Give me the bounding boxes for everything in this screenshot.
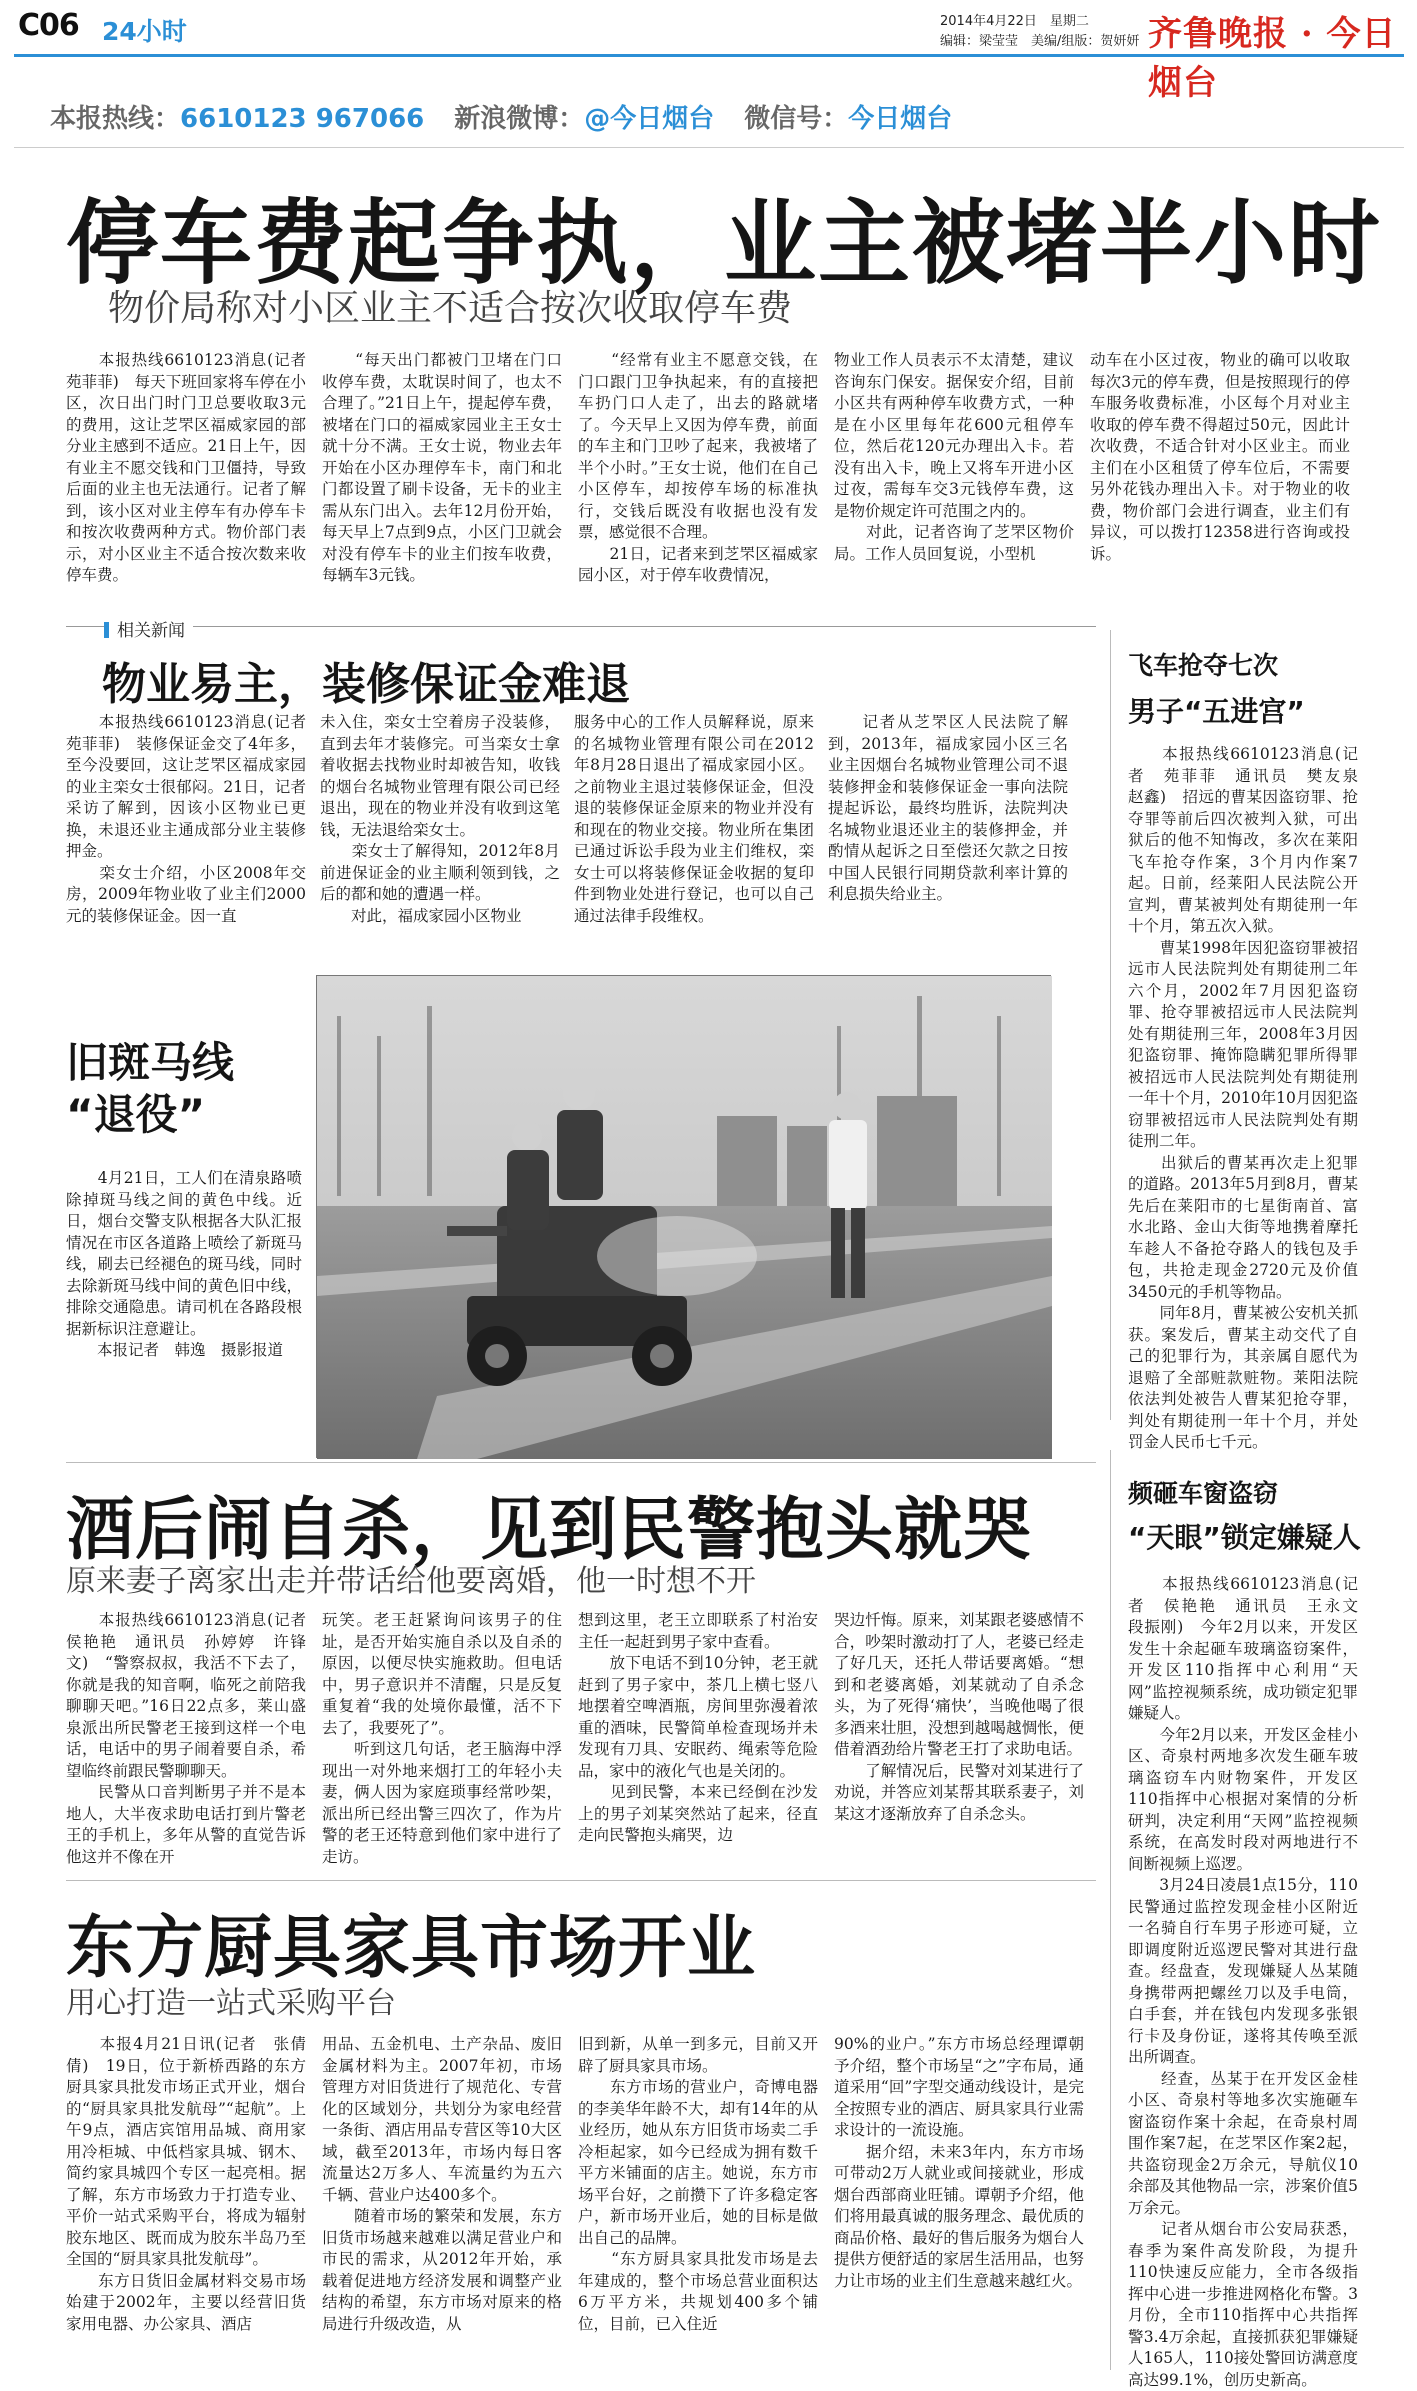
- second-column-2: 玩笑。老王赶紧询问该男子的住址，是否开始实施自杀以及自杀的原因，以便尽快实施救助。但电话中，男子意识并不清醒，只是反复重复着“我的处境你最懂，活不下去了，我要死了”。 听到这几句话，老王脑海中浮现出一对外地来烟打工的年轻小夫妻，俩人因为家庭琐事经常吵架，派出所已经出警三四次了，作为片警的老王还特意到他们家中进行了走访。: [322, 1611, 562, 1866]
- third-story-rule: [66, 1880, 1096, 1881]
- wechat-value: 今日烟台: [848, 104, 953, 134]
- sidebar2-headline: “天眼”锁定嫌疑人: [1128, 1521, 1361, 1554]
- sidebar2-divider: [1110, 1450, 1111, 2370]
- sidebar2-kicker: 频砸车窗盗窃: [1128, 1479, 1279, 1508]
- lead-column-1: 本报热线6610123消息(记者 苑菲菲) 每天下班回家将车停在小区，次日出门时门卫总要收取3元的费用，这让芝罘区福威家园的部分业主感到不适应。21日上午，因有业主不愿交钱和门卫僵持，导致后面的业主也无法通行。记者了解到，该小区对业主停车有办停车卡和按次收费两种方式。物价部门表示，对小区业主不适合按次数来收停车费。: [66, 351, 322, 584]
- second-column-1: 本报热线6610123消息(记者 侯艳艳 通讯员 孙婷婷 许锋文) “警察叔叔，我活不下去了，你就是我的知音啊，临死之前陪我聊聊天吧。”16日22点多，莱山盛泉派出所民警老王接到这样一个电话，电话中的男子闹着要自杀，希望临终前跟民警聊聊天。 民警从口音判断男子并不是本地人，大半夜求助电话打到片警老王的手机上，多年从警的直觉告诉他这并不像在开: [66, 1611, 306, 1866]
- third-column-3: 旧到新，从单一到多元，目前又开辟了厨具家具市场。 东方市场的营业户，奇博电器的李美华年龄不大，却有14年的从业经历，她从东方旧货市场卖二手冷柜起家，如今已经成为拥有数千平方米铺面的店主。她说，东方市场平台好，之前攒下了许多稳定客户，新市场开业后，她的目标是做出自己的品牌。 “东方厨具家具批发市场是去年建成的，整个市场总营业面积达6万平方米，共规划400多个铺位，目前，已入住近: [578, 2035, 818, 2333]
- related-column-4: 记者从芝罘区人民法院了解到，2013年，福成家园小区三名业主因烟台名城物业管理公司不退装修押金和装修保证金一事向法院提起诉讼，最终均胜诉，法院判决名城物业退还业主的装修押金，并酌情从起诉之日至偿还欠款之日按中国人民银行同期贷款利率计算的利息损失给业主。: [828, 713, 1068, 903]
- photo-headline-line2: “退役”: [66, 1090, 206, 1139]
- sidebar-divider: [1110, 630, 1111, 1420]
- related-headline: 物业易主，装修保证金难退: [102, 659, 630, 710]
- photo-headline-line1: 旧斑马线: [66, 1038, 235, 1087]
- photo-caption: 4月21日，工人们在清泉路喷除掉斑马线之间的黄色中线。近日，烟台交警支队根据各大队汇报情况在市区各道路上喷绘了新斑马线，刷去已经褪色的斑马线，同时去除新斑马线中间的黄色旧中线，排除交通隐患。请司机在各路段根据新标识注意避让。 本报记者 韩逸 摄影报道: [66, 1169, 302, 1359]
- lead-subheadline: 物价局称对小区业主不适合按次收取停车费: [108, 288, 793, 329]
- weibo-value: @今日烟台: [584, 104, 715, 134]
- wechat-label: 微信号：: [744, 104, 849, 134]
- header-rule: [14, 54, 1404, 57]
- sidebar1-kicker: 飞车抢夺七次: [1128, 651, 1279, 680]
- hotline-label: 本报热线：: [50, 104, 181, 134]
- second-column-4: 哭边忏悔。原来，刘某跟老婆感情不合，吵架时激动打了人，老婆已经走了好几天，还托人带话要离婚。“想到和老婆离婚，刘某就动了自杀念头，为了死得‘痛快’，当晚他喝了很多酒来壮胆，没想到越喝越惆怅，便借着酒劲给片警老王打了求助电话。 了解情况后，民警对刘某进行了劝说，并答应刘某帮其联系妻子，刘某这才逐渐放弃了自杀念头。: [834, 1611, 1084, 1823]
- related-column-3: 服务中心的工作人员解释说，原来的名城物业管理有限公司在2012年8月28日退出了福成家园小区。之前物业主退过装修保证金，但没退的装修保证金原来的物业并没有和现在的物业交接。物业所在集团已通过诉讼手段为业主们维权，栾女士可以将装修保证金收据的复印件到物业处进行登记，也可以自己通过法律手段维权。: [574, 713, 814, 925]
- second-story-rule: [66, 1462, 1096, 1463]
- sidebar2-text: 本报热线6610123消息(记者 侯艳艳 通讯员 王永文 段振刚) 今年2月以来，开发区发生十余起砸车玻璃盗窃案件，开发区110指挥中心利用“天网”监控视频系统，成功锁定犯罪嫌疑人。 今年2月以来，开发区金桂小区、奇泉村两地多次发生砸车玻璃盗窃车内财物案件，开发区110指挥中心根据对案情的分析研判，决定利用“天网”监控视频系统，在高发时段对两地进行不间断视频上巡逻。 3月24日凌晨1点15分，110民警通过监控发现金桂小区附近一名骑自行车男子形迹可疑，立即调度附近巡逻民警对其进行盘查。经盘查，发现嫌疑人丛某随身携带两把螺丝刀以及手电筒，白手套，并在钱包内发现多张银行卡及身份证，遂将其传唤至派出所调查。 经查，丛某于在开发区金桂小区、奇泉村等地多次实施砸车窗盗窃作案十余起，在奇泉村周围作案7起，在芝罘区作案2起，共盗窃现金2万余元，导航仪10余部及其他物品一宗，涉案价值5万余元。 记者从烟台市公安局获悉，春季为案件高发阶段，为提升110快速反应能力，全市各级指挥中心进一步推进网格化布警。3月份，全市110指挥中心共指挥警3.4万余起，直接抓获犯罪嫌疑人165人，110接处警回访满意度高达99.1%，创历史新高。: [1128, 1575, 1358, 2389]
- weibo-label: 新浪微博：: [454, 104, 585, 134]
- second-subheadline: 原来妻子离家出走并带话给他要离婚，他一时想不开: [66, 1564, 756, 1599]
- contact-rule: [14, 147, 1404, 148]
- contact-bar: [50, 98, 952, 135]
- related-rule: [66, 626, 1096, 627]
- third-column-1: 本报4月21日讯(记者 张倩倩) 19日，位于新桥西路的东方厨具家具批发市场正式开业，烟台的“厨具家具批发航母”“起航”。上午9点，酒店宾馆用品城、商用家用冷柜城、中低档家具城、钢木、简约家具城四个专区一起亮相。据了解，东方市场致力于打造专业、平价一站式采购平台，将成为辐射胶东地区、既而成为胶东半岛乃至全国的“厨具家具批发航母”。 东方日货旧金属材料交易市场始建于2002年，主要以经营旧货家用电器、办公家具、酒店: [66, 2035, 306, 2333]
- lead-column-5: 动车在小区过夜，物业的确可以收取每次3元的停车费，但是按照现行的停车服务收费标准，小区每个月对业主收取的停车费不得超过50元，因此计次收费，不适合针对小区业主。而业主们在小区租赁了停车位后，不需要另外花钱办理出入卡。对于物业的收费，物价部门会进行调查，业主们有异议，可以拨打12358进行咨询或投诉。: [1090, 351, 1350, 563]
- lead-headline: 停车费起争执，业主被堵半小时: [66, 190, 1383, 297]
- sidebar1-headline: 男子“五进宫”: [1128, 695, 1305, 728]
- editor-credits: 编辑：梁莹莹 美编/组版：贺妍妍: [940, 34, 1140, 49]
- third-column-2: 用品、五金机电、土产杂品、废旧金属材料为主。2007年初，市场管理方对旧货进行了规范化、专营化的区域划分，共划分为家电经营一条街、酒店用品专营区等10大区域，截至2013年，市场内每日客流量达2万多人、车流量约为五六千辆、营业户达400多个。 随着市场的繁荣和发展，东方旧货市场越来越难以满足营业户和市民的需求，从2012年开始，承载着促进地方经济发展和调整产业结构的希望，东方市场对原来的格局进行升级改造，从: [322, 2035, 562, 2333]
- lead-column-3: “经常有业主不愿意交钱，在门口跟门卫争执起来，有的直接把车扔门口人走了，出去的路就堵了。今天早上又因为停车费，前面的车主和门卫吵了起来，我被堵了半个小时。”王女士说，他们在自己小区停车，却按停车场的标准执行，交钱后既没有收据也没有发票，感觉很不合理。 21日，记者来到芝罘区福威家园小区，对于停车收费情况，: [578, 351, 818, 584]
- third-headline: 东方厨具家具市场开业: [66, 1909, 757, 1988]
- page-number: C06: [18, 8, 79, 43]
- photo-illustration: [317, 976, 1052, 1459]
- related-column-2: 未入住，栾女士空着房子没装修，直到去年才装修完。可当栾女士拿着收据去找物业时却被告知，收钱的烟台名城物业管理有限公司已经退出，现在的物业并没有收到这笔钱，无法退给栾女士。 栾女士了解得知，2012年8月前进保证金的业主顺利领到钱，之后的都和她的遭遇一样。 对此，福成家园小区物业: [320, 713, 560, 925]
- related-news-tag: 相关新闻: [104, 616, 193, 641]
- section-name: 24小时: [102, 17, 187, 46]
- hotline-value: 6610123 967066: [180, 104, 425, 134]
- news-photo: [316, 975, 1051, 1458]
- newspaper-brand: 齐鲁晚报 · 今日烟台: [1148, 14, 1397, 103]
- related-column-1: 本报热线6610123消息(记者 苑菲菲) 装修保证金交了4年多，至今没要回，这让芝罘区福成家园的业主栾女士很郁闷。21日，记者采访了解到，因该小区物业已更换，未退还业主通成部分业主装修押金。 栾女士介绍，小区2008年交房，2009年物业收了业主们2000元的装修保证金。因一直: [66, 713, 306, 925]
- sidebar1-text: 本报热线6610123消息(记者 苑菲菲 通讯员 樊友泉 赵鑫) 招远的曹某因盗窃罪、抢夺罪等前后四次被判入狱，可出狱后的他不知悔改，多次在莱阳飞车抢夺作案，3个月内作案7起。日前，经莱阳人民法院公开宣判，曹某被判处有期徒刑一年十个月，第五次入狱。 曹某1998年因犯盗窃罪被招远市人民法院判处有期徒刑二年六个月，2002年7月因犯盗窃罪、抢夺罪被招远市人民法院判处有期徒刑三年，2008年3月因犯盗窃罪、掩饰隐瞒犯罪所得罪被招远市人民法院判处有期徒刑一年十个月，2010年10月因犯盗窃罪被招远市人民法院判处有期徒刑二年。 出狱后的曹某再次走上犯罪的道路。2013年5月到8月，曹某先后在莱阳市的七星街南首、富水北路、金山大街等地携着摩托车趁人不备抢夺路人的钱包及手包，共抢走现金2720元及价值3450元的手机等物品。 同年8月，曹某被公安机关抓获。案发后，曹某主动交代了自己的犯罪行为，其亲属自愿代为退赔了全部赃款赃物。莱阳法院依法判处被告人曹某犯抢夺罪，判处有期徒刑一年十个月，并处罚金人民币七千元。: [1128, 745, 1358, 1451]
- third-subheadline: 用心打造一站式采购平台: [66, 1986, 396, 2021]
- lead-column-2: “每天出门都被门卫堵在门口收停车费，太耽误时间了，也太不合理了。”21日上午，提起停车费，被堵在门口的福威家园业主王女士就十分不满。王女士说，物业去年开始在小区办理停车卡，南门和北门都设置了刷卡设备，无卡的业主需从东门出入。去年12月份开始，每天早上7点到9点，小区门卫就会对没有停车卡的业主们按车收费，每辆车3元钱。: [322, 351, 562, 584]
- second-headline: 酒后闹自杀，见到民警抱头就哭: [66, 1491, 1033, 1570]
- lead-column-4: 物业工作人员表示不太清楚，建议咨询东门保安。据保安介绍，目前小区共有两种停车收费方式，一种是在小区里每年花600元租停车位，然后花120元办理出入卡。若没有出入卡，晚上又将车开进小区过夜，需每车交3元钱停车费，这是物价规定许可范围之内的。 对此，记者咨询了芝罘区物价局。工作人员回复说，小型机: [834, 351, 1074, 563]
- issue-date: 2014年4月22日 星期二: [940, 14, 1089, 29]
- second-column-3: 想到这里，老王立即联系了村治安主任一起赶到男子家中查看。 放下电话不到10分钟，老王就赶到了男子家中，茶几上横七竖八地摆着空啤酒瓶，房间里弥漫着浓重的酒味，民警简单检查现场并未发现有刀具、安眠药、绳索等危险品，家中的液化气也是关闭的。 见到民警，本来已经倒在沙发上的男子刘某突然站了起来，径直走向民警抱头痛哭，边: [578, 1611, 818, 1844]
- third-column-4: 90%的业户。”东方市场总经理谭朝予介绍，整个市场呈“之”字布局，通道采用“回”字型交通动线设计，是完全按照专业的酒店、厨具家具行业需求设计的一流设施。 据介绍，未来3年内，东方市场可带动2万人就业或间接就业，形成烟台西部商业旺铺。谭朝予介绍，他们将用最真诚的服务理念、最优质的商品价格、最好的售后服务为烟台人提供方便舒适的家居生活用品，也努力让市场的业主们生意越来越红火。: [834, 2035, 1084, 2290]
